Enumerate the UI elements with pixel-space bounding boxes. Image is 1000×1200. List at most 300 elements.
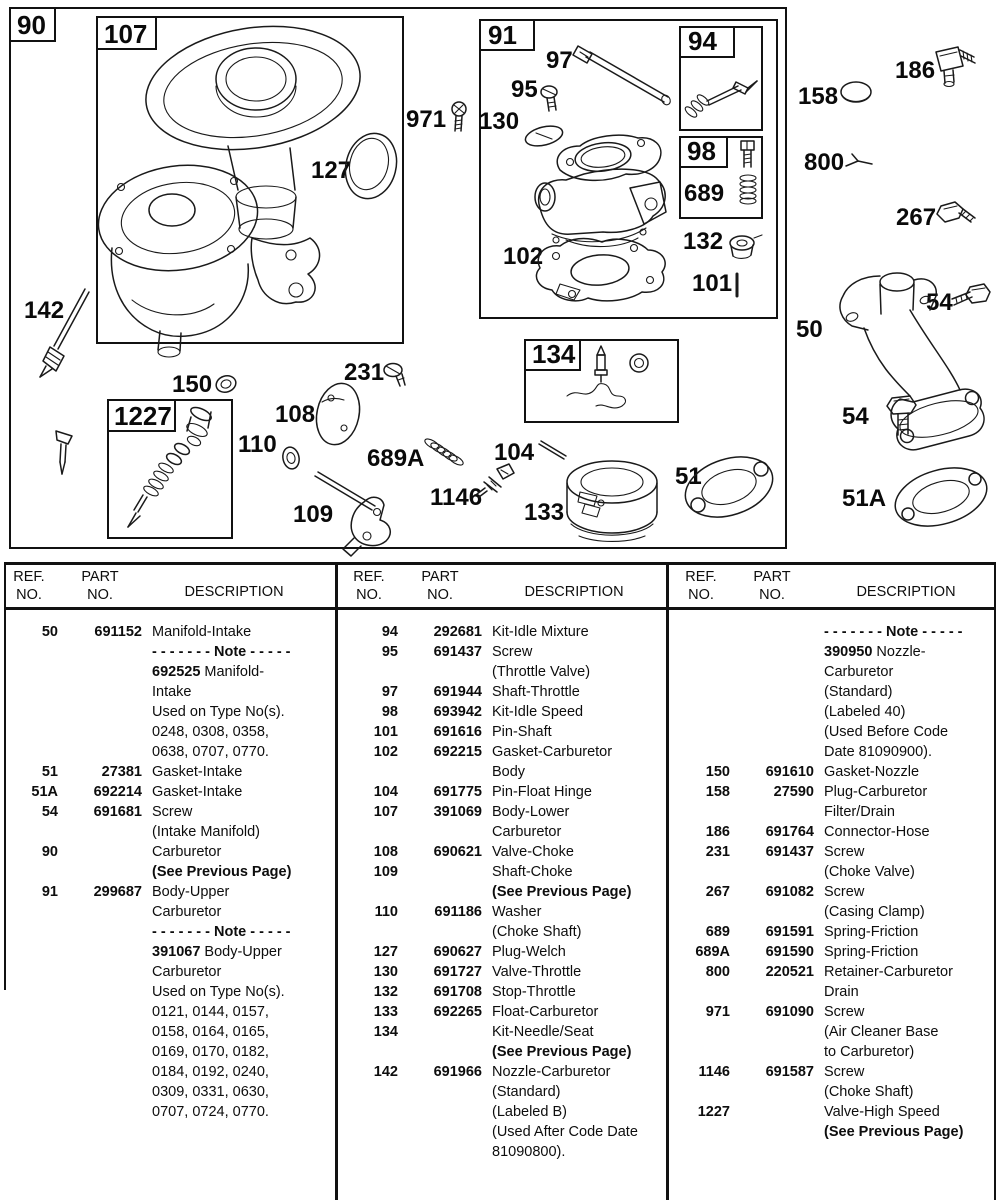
- ref-no: [672, 902, 730, 922]
- description: 390950 Nozzle-: [824, 644, 926, 660]
- description: 0121, 0144, 0157,: [152, 1004, 269, 1020]
- table-row: [672, 842, 998, 862]
- description: Valve-Throttle: [492, 964, 582, 980]
- table-row: [672, 1022, 998, 1042]
- part-no: [398, 922, 482, 942]
- callout-101: 101: [692, 270, 733, 297]
- part-no: 691587: [765, 1064, 814, 1080]
- ref-no-header: REF. NO.: [685, 569, 717, 603]
- table-row: [340, 782, 666, 802]
- part-no: 691708: [433, 984, 482, 1000]
- part-choke-valve-screw: [344, 359, 405, 386]
- ref-no: 91: [41, 884, 58, 900]
- part-no: [730, 862, 814, 882]
- callout-97: 97: [546, 47, 573, 74]
- part-welch-plug: [311, 128, 403, 204]
- callout-107: 107: [104, 19, 148, 49]
- part-throttle-valve-disc: [479, 108, 565, 149]
- table-row: [340, 1102, 666, 1122]
- part-no: [730, 1022, 814, 1042]
- table-row: [0, 1022, 326, 1042]
- description: Body: [492, 764, 526, 780]
- description: Kit-Needle/Seat: [492, 1024, 594, 1040]
- ref-no: [672, 642, 730, 662]
- description: Stop-Throttle: [492, 984, 576, 1000]
- box-94: [680, 26, 762, 130]
- ref-no: [672, 682, 730, 702]
- part-no-header: PART NO.: [421, 569, 459, 603]
- ref-no: [340, 1122, 398, 1142]
- table-row: [340, 1002, 666, 1022]
- part-no: [58, 702, 142, 722]
- part-no: [58, 862, 142, 882]
- table-row: [672, 982, 998, 1002]
- description: Pin-Float Hinge: [492, 784, 592, 800]
- description: (Intake Manifold): [152, 824, 260, 840]
- callout-1227: 1227: [114, 401, 172, 431]
- part-no: [398, 822, 482, 842]
- part-no: [58, 1082, 142, 1102]
- table-row: [340, 742, 666, 762]
- part-no: 691437: [765, 844, 814, 860]
- ref-no: [672, 742, 730, 762]
- ref-no: [0, 662, 58, 682]
- table-row: [672, 1002, 998, 1022]
- ref-no: [0, 1062, 58, 1082]
- part-no: [398, 1042, 482, 1062]
- description: Screw: [824, 884, 865, 900]
- ref-no: 158: [705, 784, 730, 800]
- table-row: [672, 662, 998, 682]
- table-row: [0, 922, 326, 942]
- table-row: [672, 782, 998, 802]
- table-row: [340, 822, 666, 842]
- table-row: [0, 862, 326, 882]
- part-no: [730, 982, 814, 1002]
- table-row: [672, 1082, 998, 1102]
- part-no: 691610: [765, 764, 814, 780]
- description: Valve-Choke: [492, 844, 574, 860]
- callout-50: 50: [796, 316, 823, 343]
- table-row: [0, 782, 326, 802]
- table-row: [340, 902, 666, 922]
- table-row: [340, 1142, 666, 1162]
- ref-no: [672, 1122, 730, 1142]
- part-choke-shaft-washer: [238, 431, 301, 470]
- ref-no: 1227: [697, 1104, 730, 1120]
- part-no: 391069: [433, 804, 482, 820]
- ref-no: 54: [41, 804, 58, 820]
- part-no: 691775: [433, 784, 482, 800]
- ref-no: [0, 822, 58, 842]
- ref-no: 186: [705, 824, 730, 840]
- table-row: [672, 682, 998, 702]
- description: Filter/Drain: [824, 804, 895, 820]
- part-no: [398, 1082, 482, 1102]
- description: Screw: [824, 1004, 865, 1020]
- ref-no: 90: [41, 844, 58, 860]
- ref-no: [0, 902, 58, 922]
- description: 692525 Manifold-: [152, 664, 265, 680]
- part-no: 691437: [433, 644, 482, 660]
- table-header-separator: [4, 607, 996, 610]
- table-row: [672, 802, 998, 822]
- part-no: 691727: [433, 964, 482, 980]
- ref-no: [340, 1102, 398, 1122]
- ref-no: 132: [373, 984, 398, 1000]
- part-no: [730, 742, 814, 762]
- description: Carburetor: [492, 824, 562, 840]
- callout-231: 231: [344, 359, 385, 386]
- description: (Choke Valve): [824, 864, 915, 880]
- table-row: [672, 942, 998, 962]
- description: 0184, 0192, 0240,: [152, 1064, 269, 1080]
- part-no: [730, 682, 814, 702]
- description: - - - - - - - Note - - - - -: [824, 624, 963, 640]
- table-row: [0, 1062, 326, 1082]
- ref-no: 110: [374, 904, 398, 920]
- description: 0248, 0308, 0358,: [152, 724, 269, 740]
- ref-no: 101: [373, 724, 398, 740]
- table-row: [340, 702, 666, 722]
- description: (See Previous Page): [152, 864, 292, 880]
- description: Screw: [492, 644, 533, 660]
- part-no: [398, 882, 482, 902]
- callout-689: 689: [684, 180, 725, 207]
- part-choke-valve-disc: [275, 379, 365, 448]
- table-row: [340, 762, 666, 782]
- callout-127: 127: [311, 157, 352, 184]
- part-gasket-intake-51a: [842, 458, 994, 536]
- table-row: [672, 642, 998, 662]
- ref-no: [0, 862, 58, 882]
- ref-no: 94: [381, 624, 398, 640]
- part-no: [58, 1042, 142, 1062]
- ref-no: [0, 942, 58, 962]
- ref-no: 134: [373, 1024, 398, 1040]
- ref-no: [672, 1022, 730, 1042]
- ref-no: 107: [373, 804, 398, 820]
- part-no: [58, 842, 142, 862]
- part-no: 691591: [765, 924, 814, 940]
- ref-no: [0, 982, 58, 1002]
- ref-no: 51: [41, 764, 58, 780]
- callout-54-bottom: 54: [842, 403, 869, 430]
- description: (See Previous Page): [492, 1044, 632, 1060]
- callout-104: 104: [494, 439, 535, 466]
- ref-no: [340, 922, 398, 942]
- table-row: [672, 1122, 998, 1142]
- part-casing-clamp-screw: [896, 202, 975, 231]
- ref-no: [672, 622, 730, 642]
- part-manifold-bolt-bottom: [842, 396, 916, 435]
- description: Spring-Friction: [824, 924, 919, 940]
- table-row: [672, 622, 998, 642]
- ref-no: [672, 722, 730, 742]
- ref-no: 127: [373, 944, 398, 960]
- part-no: 691090: [765, 1004, 814, 1020]
- part-no: [58, 922, 142, 942]
- part-no: [58, 902, 142, 922]
- ref-no: 689A: [695, 944, 730, 960]
- parts-diagram: [0, 0, 1000, 560]
- table-row: [0, 1102, 326, 1122]
- ref-no: [672, 662, 730, 682]
- table-row: [340, 942, 666, 962]
- description: Carburetor: [824, 664, 894, 680]
- table-row: [340, 922, 666, 942]
- callout-98: 98: [687, 136, 716, 166]
- part-friction-spring-689a: [367, 437, 465, 472]
- description: Gasket-Nozzle: [824, 764, 920, 780]
- ref-no-header: REF. NO.: [13, 569, 45, 603]
- callout-132: 132: [683, 228, 724, 255]
- table-row: [340, 842, 666, 862]
- callout-267: 267: [896, 204, 937, 231]
- table-row: [672, 722, 998, 742]
- callout-800: 800: [804, 149, 845, 176]
- description: Screw: [824, 1064, 865, 1080]
- description: Gasket-Carburetor: [492, 744, 613, 760]
- part-no: [730, 1082, 814, 1102]
- description: Spring-Friction: [824, 944, 919, 960]
- ref-no: [0, 722, 58, 742]
- table-row: [0, 942, 326, 962]
- ref-no: [340, 762, 398, 782]
- callout-158: 158: [798, 83, 839, 110]
- part-no: [398, 662, 482, 682]
- table-row: [0, 1042, 326, 1062]
- ref-no: 109: [373, 864, 398, 880]
- description: (Used After Code Date: [492, 1124, 638, 1140]
- description: (Labeled 40): [824, 704, 906, 720]
- table-row: [0, 762, 326, 782]
- description: Shaft-Throttle: [492, 684, 580, 700]
- table-row: [0, 1002, 326, 1022]
- description: (Air Cleaner Base: [824, 1024, 939, 1040]
- part-no-header: PART NO.: [753, 569, 791, 603]
- description-header: DESCRIPTION: [856, 584, 956, 600]
- table-row: [672, 1102, 998, 1122]
- ref-no: [340, 1142, 398, 1162]
- table-row: [672, 702, 998, 722]
- table-row: [340, 1042, 666, 1062]
- table-header-group-3: [672, 566, 998, 604]
- description: Washer: [492, 904, 542, 920]
- ref-no: [0, 702, 58, 722]
- ref-no-header: REF. NO.: [353, 569, 385, 603]
- part-no: [730, 802, 814, 822]
- table-row: [672, 922, 998, 942]
- table-row: [672, 962, 998, 982]
- table-row: [672, 1042, 998, 1062]
- part-no: [730, 642, 814, 662]
- table-row: [672, 902, 998, 922]
- ref-no: [0, 1082, 58, 1102]
- table-row: [340, 982, 666, 1002]
- part-no: [730, 1042, 814, 1062]
- table-row: [672, 862, 998, 882]
- part-no-header: PART NO.: [81, 569, 119, 603]
- table-row: [0, 662, 326, 682]
- ref-no: [0, 922, 58, 942]
- part-no: 692215: [433, 744, 482, 760]
- callout-95: 95: [511, 76, 538, 103]
- ref-no: [0, 962, 58, 982]
- description: 0158, 0164, 0165,: [152, 1024, 269, 1040]
- table-row: [340, 882, 666, 902]
- description: Used on Type No(s).: [152, 984, 285, 1000]
- part-no: [58, 962, 142, 982]
- part-no: [730, 702, 814, 722]
- table-row: [0, 702, 326, 722]
- description: Float-Carburetor: [492, 1004, 599, 1020]
- part-gasket-nozzle: [172, 371, 238, 398]
- part-no: 691616: [433, 724, 482, 740]
- part-no: [398, 862, 482, 882]
- part-no: [398, 1022, 482, 1042]
- part-no: 692265: [433, 1004, 482, 1020]
- table-row: [0, 1082, 326, 1102]
- callout-54-top: 54: [926, 289, 953, 316]
- description: Connector-Hose: [824, 824, 930, 840]
- description: Plug-Welch: [492, 944, 566, 960]
- description: Kit-Idle Speed: [492, 704, 584, 720]
- description: (Casing Clamp): [824, 904, 925, 920]
- table-row: [0, 982, 326, 1002]
- ref-no: 689: [705, 924, 730, 940]
- callout-102: 102: [503, 243, 544, 270]
- table-row: [0, 842, 326, 862]
- part-screw-971: [406, 102, 466, 133]
- ref-no: 50: [41, 624, 58, 640]
- description: (Choke Shaft): [492, 924, 582, 940]
- description: Shaft-Choke: [492, 864, 573, 880]
- part-throttle-stop: [683, 228, 762, 258]
- ref-no: 267: [705, 884, 730, 900]
- table-row: [340, 802, 666, 822]
- description: (Choke Shaft): [824, 1084, 914, 1100]
- description: (Used Before Code: [824, 724, 949, 740]
- part-hose-connector: [895, 47, 975, 87]
- part-no: 691764: [765, 824, 814, 840]
- part-no: [58, 982, 142, 1002]
- part-upper-carburetor-body: [535, 135, 666, 246]
- part-no: [398, 762, 482, 782]
- ref-no: 95: [381, 644, 398, 660]
- part-no: 693942: [433, 704, 482, 720]
- part-no: [730, 1122, 814, 1142]
- part-no: [58, 722, 142, 742]
- description: Carburetor: [152, 964, 222, 980]
- part-needle-valve-small: [56, 431, 72, 474]
- description: Date 81090900).: [824, 744, 933, 760]
- part-no: [58, 1062, 142, 1082]
- table-row: [340, 1122, 666, 1142]
- description: Body-Lower: [492, 804, 570, 820]
- ref-no: 142: [373, 1064, 398, 1080]
- ref-no: [0, 1002, 58, 1022]
- table-row: [0, 902, 326, 922]
- description: Drain: [824, 984, 859, 1000]
- ref-no: [672, 982, 730, 1002]
- box-107: [97, 17, 403, 343]
- box-1227: [108, 400, 232, 538]
- table-row: [672, 822, 998, 842]
- ref-no: [340, 822, 398, 842]
- description: Screw: [152, 804, 193, 820]
- table-row: [340, 662, 666, 682]
- ref-no: [340, 1082, 398, 1102]
- ref-no: [340, 882, 398, 902]
- part-air-cleaner-base-assembly: [92, 12, 370, 357]
- ref-no: 102: [373, 744, 398, 760]
- part-no: 691082: [765, 884, 814, 900]
- ref-no: [672, 862, 730, 882]
- callout-150: 150: [172, 371, 213, 398]
- part-no: 299687: [93, 884, 142, 900]
- callout-133: 133: [524, 499, 565, 526]
- callout-90: 90: [17, 10, 46, 40]
- description: Retainer-Carburetor: [824, 964, 953, 980]
- table-column-divider-2: [666, 562, 669, 1200]
- ref-no: [0, 1042, 58, 1062]
- ref-no: [340, 662, 398, 682]
- ref-no: [672, 702, 730, 722]
- ref-no: 150: [705, 764, 730, 780]
- part-filter-drain-plug: [798, 82, 871, 110]
- callout-94: 94: [688, 26, 717, 56]
- part-no: 690621: [433, 844, 482, 860]
- table-row: [340, 1062, 666, 1082]
- description: - - - - - - - Note - - - - -: [152, 644, 291, 660]
- table-row: [0, 962, 326, 982]
- ref-no: 130: [373, 964, 398, 980]
- table-row: [672, 762, 998, 782]
- ref-no: [0, 642, 58, 662]
- description: Intake: [152, 684, 192, 700]
- ref-no: [340, 1042, 398, 1062]
- description: Gasket-Intake: [152, 784, 243, 800]
- table-column-3: [672, 622, 998, 1142]
- part-no: 691966: [433, 1064, 482, 1080]
- description: - - - - - - - Note - - - - -: [152, 924, 291, 940]
- description: Kit-Idle Mixture: [492, 624, 589, 640]
- part-no: 292681: [433, 624, 482, 640]
- table-column-1: [0, 622, 326, 1122]
- part-float-carburetor: [524, 461, 657, 541]
- part-no: 692214: [93, 784, 142, 800]
- description: to Carburetor): [824, 1044, 915, 1060]
- description: Pin-Shaft: [492, 724, 552, 740]
- part-no: [58, 942, 142, 962]
- description: Nozzle-Carburetor: [492, 1064, 611, 1080]
- description-header: DESCRIPTION: [524, 584, 624, 600]
- description: Gasket-Intake: [152, 764, 243, 780]
- description: 81090800).: [492, 1144, 566, 1160]
- part-no: 27590: [773, 784, 814, 800]
- ref-no: [0, 742, 58, 762]
- description: 391067 Body-Upper: [152, 944, 282, 960]
- table-row: [340, 722, 666, 742]
- callout-51: 51: [675, 463, 702, 490]
- description: (Standard): [824, 684, 893, 700]
- part-no: [398, 1102, 482, 1122]
- table-row: [340, 862, 666, 882]
- callout-142: 142: [24, 297, 65, 324]
- table-header-group-1: [0, 566, 326, 604]
- callout-689a: 689A: [367, 445, 425, 472]
